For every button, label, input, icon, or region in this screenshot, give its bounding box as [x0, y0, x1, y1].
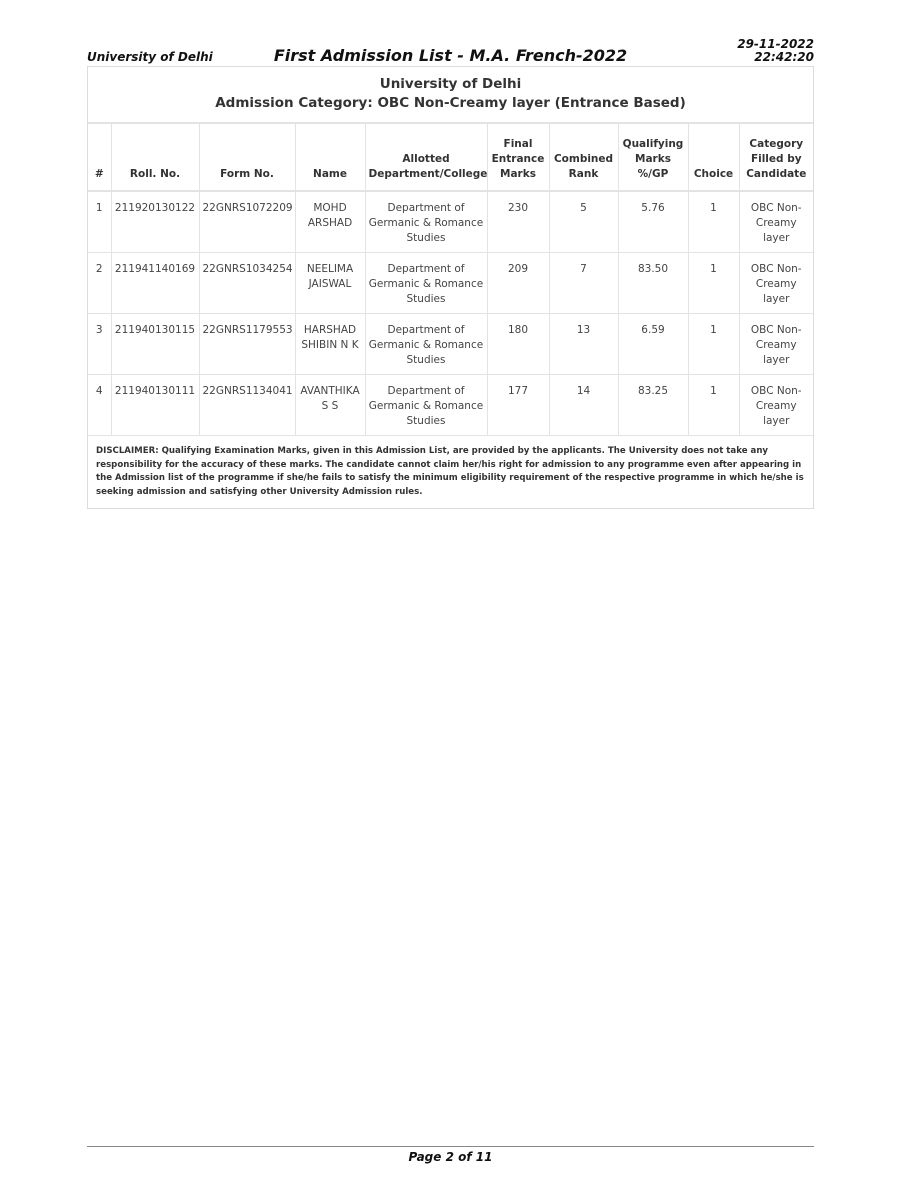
- cell-qualifying-marks: 5.76: [618, 191, 688, 253]
- col-header-choice: Choice: [688, 124, 739, 191]
- cell-combined-rank: 13: [549, 314, 618, 375]
- col-header-category: Category Filled by Candidate: [739, 124, 813, 191]
- col-header-department: Allotted Department/College: [365, 124, 487, 191]
- header-date: 29-11-2022: [737, 37, 814, 51]
- cell-name: MOHD ARSHAD: [295, 191, 365, 253]
- cell-form-no: 22GNRS1034254: [199, 253, 295, 314]
- admission-list-box: [87, 66, 814, 509]
- header-list-title: First Admission List - M.A. French-2022: [273, 46, 628, 65]
- cell-roll-no: 211940130111: [111, 375, 199, 436]
- cell-form-no: 22GNRS1072209: [199, 191, 295, 253]
- cell-index: 2: [88, 253, 111, 314]
- box-title: [88, 67, 813, 124]
- cell-combined-rank: 5: [549, 191, 618, 253]
- table-header-row: [88, 124, 813, 191]
- cell-entrance-marks: 180: [487, 314, 549, 375]
- table-row: [88, 191, 813, 253]
- cell-combined-rank: 7: [549, 253, 618, 314]
- admission-category: Admission Category: OBC Non-Creamy layer (Entrance Based): [215, 95, 686, 111]
- table-row: [88, 253, 813, 314]
- table-row: [88, 375, 813, 436]
- footer-divider: [87, 1146, 814, 1147]
- col-header-entrance-marks: Final Entrance Marks: [487, 124, 549, 191]
- page-number: Page 2 of 11: [408, 1150, 493, 1164]
- cell-category: OBC Non-Creamy layer: [739, 191, 813, 253]
- cell-department: Department of Germanic & Romance Studies: [365, 314, 487, 375]
- cell-entrance-marks: 230: [487, 191, 549, 253]
- header-time: 22:42:20: [754, 50, 814, 64]
- cell-category: OBC Non-Creamy layer: [739, 375, 813, 436]
- cell-choice: 1: [688, 314, 739, 375]
- col-header-combined-rank: Combined Rank: [549, 124, 618, 191]
- cell-index: 4: [88, 375, 111, 436]
- col-header-roll-no: Roll. No.: [111, 124, 199, 191]
- cell-name: NEELIMA JAISWAL: [295, 253, 365, 314]
- cell-category: OBC Non-Creamy layer: [739, 314, 813, 375]
- table-row: [88, 314, 813, 375]
- box-university: University of Delhi: [379, 76, 522, 92]
- cell-roll-no: 211940130115: [111, 314, 199, 375]
- cell-roll-no: 211941140169: [111, 253, 199, 314]
- cell-form-no: 22GNRS1134041: [199, 375, 295, 436]
- cell-form-no: 22GNRS1179553: [199, 314, 295, 375]
- cell-department: Department of Germanic & Romance Studies: [365, 375, 487, 436]
- cell-entrance-marks: 177: [487, 375, 549, 436]
- page-header: [87, 36, 814, 66]
- cell-name: AVANTHIKA S S: [295, 375, 365, 436]
- cell-category: OBC Non-Creamy layer: [739, 253, 813, 314]
- cell-department: Department of Germanic & Romance Studies: [365, 191, 487, 253]
- cell-roll-no: 211920130122: [111, 191, 199, 253]
- cell-index: 3: [88, 314, 111, 375]
- cell-entrance-marks: 209: [487, 253, 549, 314]
- cell-qualifying-marks: 83.50: [618, 253, 688, 314]
- col-header-qualifying-marks: Qualifying Marks %/GP: [618, 124, 688, 191]
- admission-table: [88, 124, 813, 436]
- col-header-form-no: Form No.: [199, 124, 295, 191]
- cell-index: 1: [88, 191, 111, 253]
- disclaimer: DISCLAIMER: Qualifying Examination Marks, given in this Admission List, are provided by the applicants. The University does not take any responsibility for the accuracy of these marks. The candidate cannot claim her/his right for admission to any programme even after appearing in the Admission list of the programme if she/he fails to satisfy the minimum eligibility requirement of the respective programme in which he/she is seeking admission and satisfying other University Admission rules.: [96, 446, 804, 497]
- cell-name: HARSHAD SHIBIN N K: [295, 314, 365, 375]
- cell-qualifying-marks: 6.59: [618, 314, 688, 375]
- header-university: University of Delhi: [87, 50, 213, 64]
- col-header-name: Name: [295, 124, 365, 191]
- cell-combined-rank: 14: [549, 375, 618, 436]
- col-header-index: #: [88, 124, 111, 191]
- cell-choice: 1: [688, 191, 739, 253]
- cell-choice: 1: [688, 253, 739, 314]
- cell-choice: 1: [688, 375, 739, 436]
- cell-department: Department of Germanic & Romance Studies: [365, 253, 487, 314]
- cell-qualifying-marks: 83.25: [618, 375, 688, 436]
- header-datetime: [737, 38, 814, 64]
